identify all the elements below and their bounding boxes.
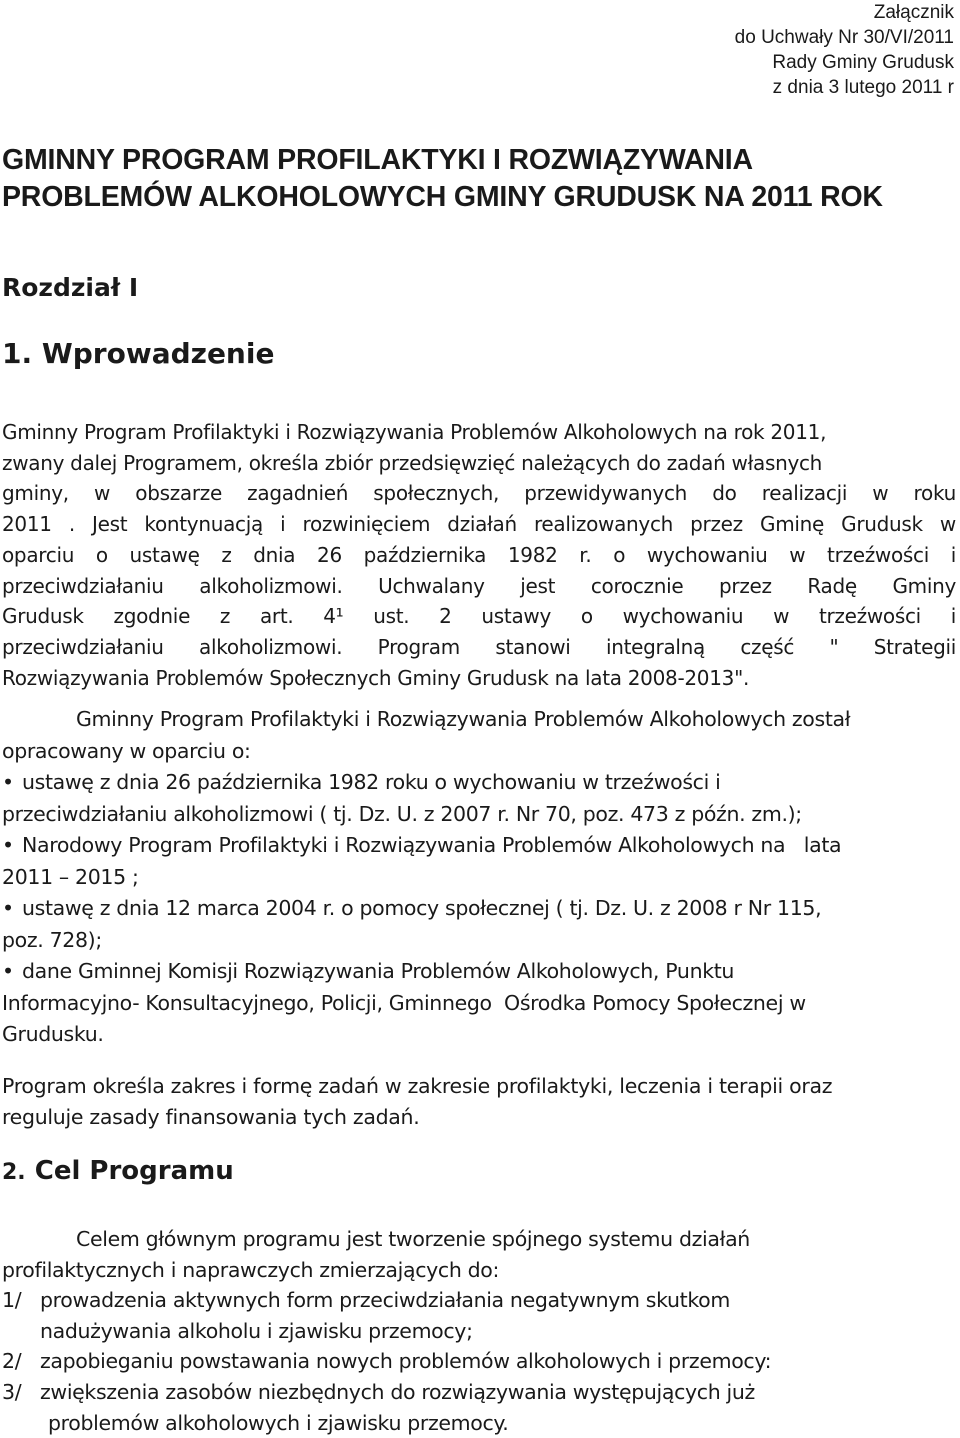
intro-line: Gminny Program Profilaktyki i Rozwiązywania Problemów Alkoholowych na rok 2011, <box>2 420 827 444</box>
list-item <box>2 830 956 862</box>
list-item-text: Narodowy Program Profilaktyki i Rozwiązywania Problemów Alkoholowych na lata <box>22 833 842 857</box>
intro-line: Rozwiązywania Problemów Społecznych Gminy Grudusk na lata 2008-2013". <box>2 665 750 690</box>
section-heading-goals <box>2 1154 234 1190</box>
scope-line: Program określa zakres i formę zadań w zakresie profilaktyki, leczenia i terapii oraz <box>2 1074 833 1098</box>
chapter-heading: Rozdział I <box>2 273 139 302</box>
annex-resolution: do Uchwały Nr 30/VI/2011 <box>734 27 954 48</box>
goals-paragraph <box>2 1224 956 1438</box>
bullet-icon: • <box>2 770 14 794</box>
goal-item <box>2 1285 956 1316</box>
basis-paragraph <box>2 704 956 1051</box>
goals-intro-line: profilaktycznych i naprawczych zmierzających do: <box>2 1257 500 1282</box>
goal-number: 1/ <box>2 1288 22 1313</box>
intro-line: gminy, w obszarze zagadnień społecznych, przewidywanych do realizacji w roku <box>2 481 956 506</box>
goal-text: zapobieganiu powstawania nowych problemów alkoholowych i przemocy: <box>40 1349 772 1374</box>
goal-item <box>2 1346 956 1377</box>
list-item-continuation: Informacyjno- Konsultacyjnego, Policji, Gminnego Ośrodka Pomocy Społecznej w <box>2 990 806 1015</box>
intro-line: Grudusk zgodnie z art. 4¹ ust. 2 ustawy o wychowaniu w trzeźwości i <box>2 604 956 629</box>
goals-intro-line: Celem głównym programu jest tworzenie spójnego systemu działań <box>76 1227 750 1251</box>
basis-intro-line: Gminny Program Profilaktyki i Rozwiązywania Problemów Alkoholowych został <box>76 707 851 731</box>
section-number: 2. <box>2 1160 26 1185</box>
bullet-icon: • <box>2 959 14 983</box>
intro-line: przeciwdziałaniu alkoholizmowi. Uchwalany jest corocznie przez Radę Gminy <box>2 573 956 598</box>
list-item <box>2 767 956 799</box>
document-title <box>2 142 883 216</box>
goal-continuation: problemów alkoholowych i zjawisku przemocy. <box>48 1410 509 1435</box>
bullet-icon: • <box>2 896 14 920</box>
title-line-1: GMINNY PROGRAM PROFILAKTYKI I ROZWIĄZYWANIA <box>2 144 753 176</box>
list-item <box>2 956 956 988</box>
scope-paragraph <box>2 1071 956 1132</box>
list-item-continuation: przeciwdziałaniu alkoholizmowi ( tj. Dz. U. z 2007 r. Nr 70, poz. 473 z późn. zm.); <box>2 801 802 826</box>
goal-text: prowadzenia aktywnych form przeciwdziałania negatywnym skutkom <box>40 1288 730 1313</box>
scope-line: reguluje zasady finansowania tych zadań. <box>2 1104 420 1129</box>
goal-number: 2/ <box>2 1349 22 1374</box>
section-heading-introduction: 1. Wprowadzenie <box>2 337 275 370</box>
basis-intro-line: opracowany w oparciu o: <box>2 738 251 763</box>
goal-number: 3/ <box>2 1379 22 1404</box>
annex-header <box>735 0 954 100</box>
list-item-continuation: poz. 728); <box>2 927 102 952</box>
list-item-text: dane Gminnej Komisji Rozwiązywania Problemów Alkoholowych, Punktu <box>22 959 735 983</box>
title-line-2: PROBLEMÓW ALKOHOLOWYCH GMINY GRUDUSK NA 2011 ROK <box>2 181 883 213</box>
intro-line: oparciu o ustawę z dnia 26 października 1982 r. o wychowaniu w trzeźwości i <box>2 542 956 567</box>
intro-line: 2011 . Jest kontynuacją i rozwinięciem działań realizowanych przez Gminę Grudusk w <box>2 512 956 537</box>
section-title: Cel Programu <box>34 1156 234 1186</box>
goal-continuation: nadużywania alkoholu i zjawisku przemocy; <box>40 1318 473 1343</box>
intro-paragraph <box>2 417 956 693</box>
annex-council: Rady Gminy Grudusk <box>772 52 954 73</box>
intro-line: zwany dalej Programem, określa zbiór przedsięwzięć należących do zadań własnych <box>2 450 823 475</box>
list-item <box>2 893 956 925</box>
goal-item <box>2 1377 956 1408</box>
intro-line: przeciwdziałaniu alkoholizmowi. Program stanowi integralną część " Strategii <box>2 634 956 659</box>
annex-label: Załącznik <box>873 2 954 23</box>
list-item-continuation: 2011 – 2015 ; <box>2 864 139 889</box>
goal-text: zwiększenia zasobów niezbędnych do rozwiązywania występujących już <box>40 1379 755 1404</box>
list-item-text: ustawę z dnia 12 marca 2004 r. o pomocy społecznej ( tj. Dz. U. z 2008 r Nr 115, <box>22 896 822 920</box>
bullet-icon: • <box>2 833 14 857</box>
list-item-continuation: Grudusku. <box>2 1022 104 1046</box>
annex-date: z dnia 3 lutego 2011 r <box>772 77 954 98</box>
list-item-text: ustawę z dnia 26 października 1982 roku o wychowaniu w trzeźwości i <box>22 770 721 794</box>
